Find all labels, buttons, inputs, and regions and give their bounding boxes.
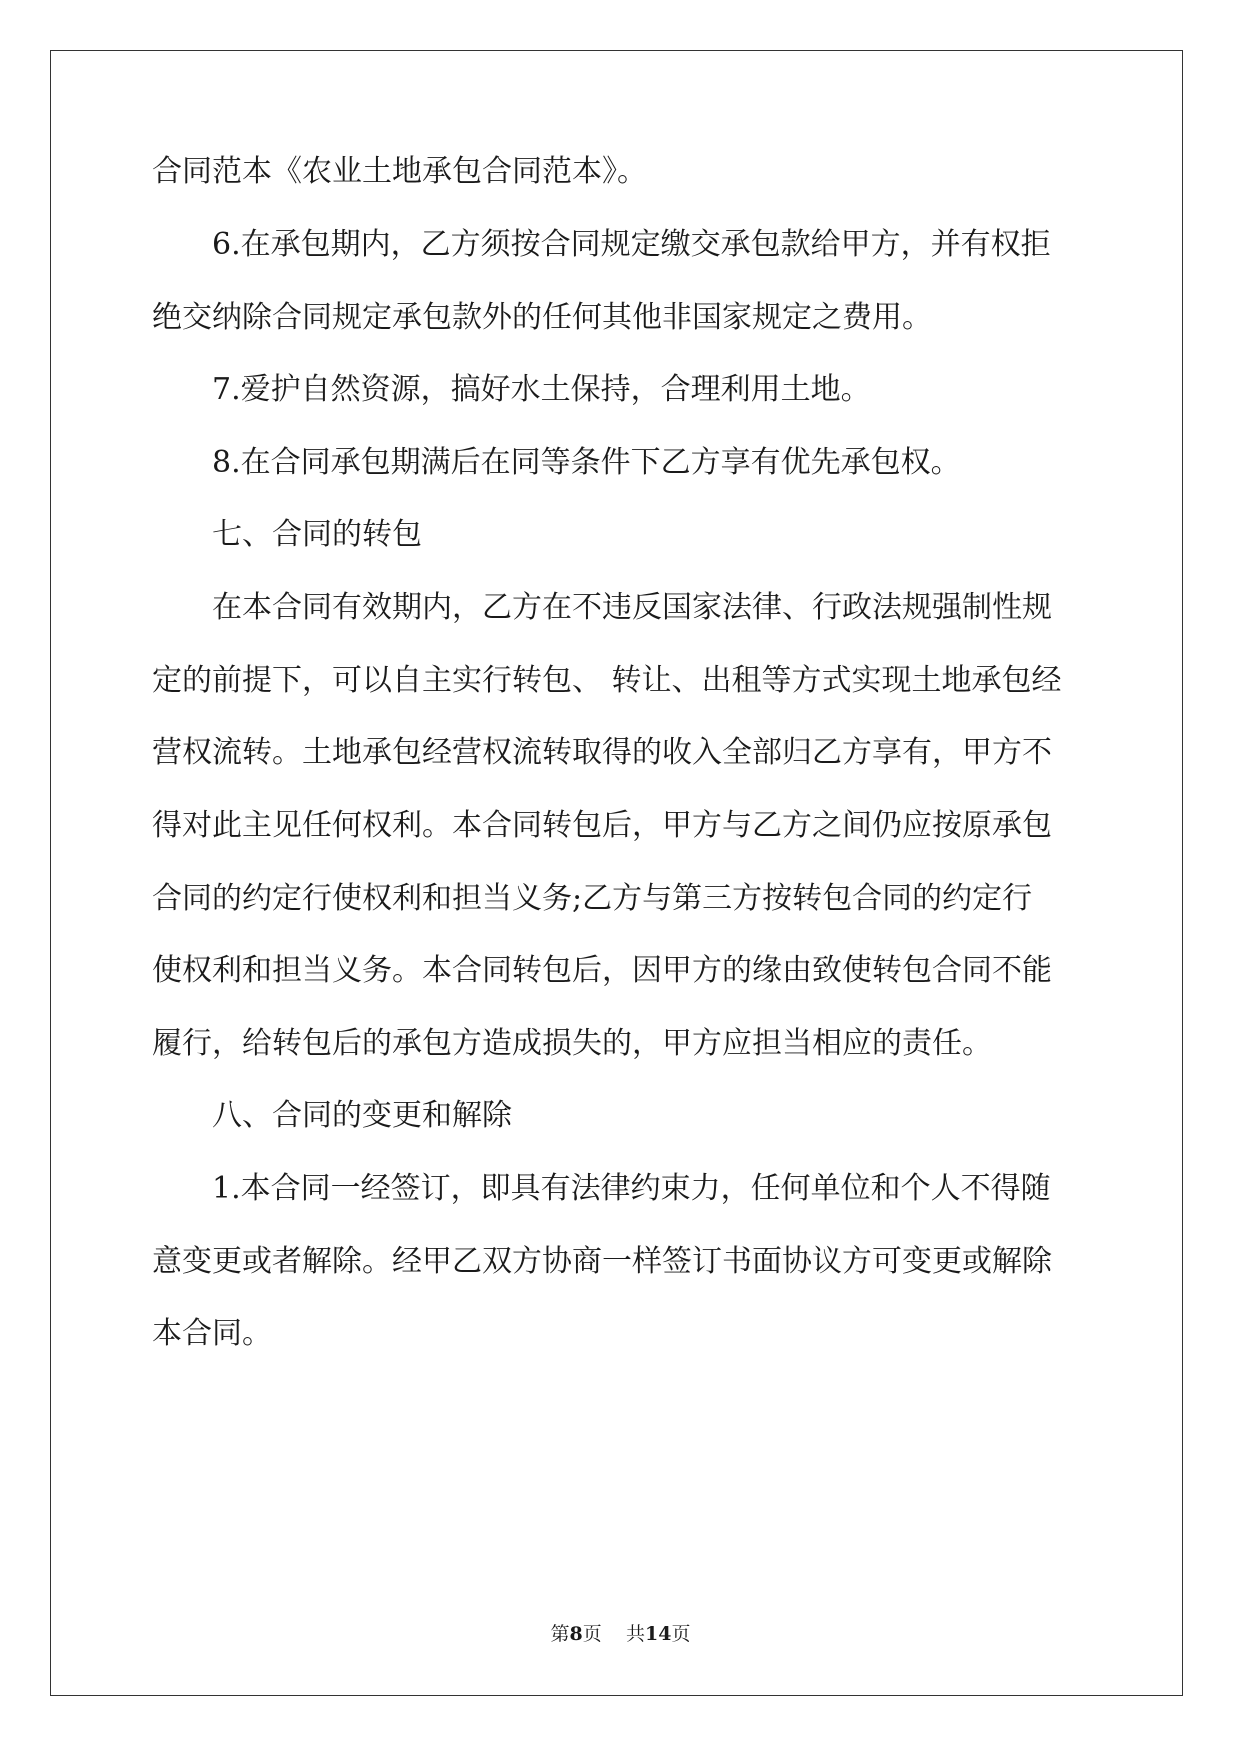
text-line: 本合同。 <box>152 1316 272 1351</box>
section-heading: 八、合同的变更和解除 <box>152 1098 512 1133</box>
text-line: 在本合同有效期内，乙方在不违反国家法律、行政法规强制性规 <box>152 590 1052 625</box>
section-heading: 七、合同的转包 <box>152 517 422 552</box>
page-suffix: 页 <box>582 1623 602 1645</box>
text-line: 1.本合同一经签订，即具有法律约束力，任何单位和个人不得随 <box>152 1171 1051 1206</box>
text-line: 7.爱护自然资源，搞好水土保持，合理利用土地。 <box>152 372 871 407</box>
page-footer <box>0 1622 1241 1646</box>
text-line: 营权流转。土地承包经营权流转取得的收入全部归乙方享有，甲方不 <box>152 735 1052 770</box>
text-line: 绝交纳除合同规定承包款外的任何其他非国家规定之费用。 <box>152 300 932 335</box>
text-line: 6.在承包期内，乙方须按合同规定缴交承包款给甲方，并有权拒 <box>152 227 1051 262</box>
page-border <box>50 50 1183 1696</box>
text-line: 合同范本《农业土地承包合同范本》。 <box>152 154 647 189</box>
page-prefix: 第 <box>550 1623 570 1645</box>
page-number: 8 <box>569 1623 583 1645</box>
text-line: 意变更或者解除。经甲乙双方协商一样签订书面协议方可变更或解除 <box>152 1244 1052 1279</box>
text-line: 履行，给转包后的承包方造成损失的，甲方应担当相应的责任。 <box>152 1026 992 1061</box>
text-line: 8.在合同承包期满后在同等条件下乙方享有优先承包权。 <box>152 445 961 480</box>
text-line: 定的前提下，可以自主实行转包、 转让、出租等方式实现土地承包经 <box>152 663 1062 698</box>
text-line: 得对此主见任何权利。本合同转包后，甲方与乙方之间仍应按原承包 <box>152 808 1052 843</box>
total-pages: 14 <box>644 1623 672 1645</box>
text-line: 使权利和担当义务。本合同转包后，因甲方的缘由致使转包合同不能 <box>152 953 1052 988</box>
text-line: 合同的约定行使权利和担当义务;乙方与第三方按转包合同的约定行 <box>152 881 1033 916</box>
total-suffix: 页 <box>671 1623 691 1645</box>
total-prefix: 共 <box>625 1623 645 1645</box>
